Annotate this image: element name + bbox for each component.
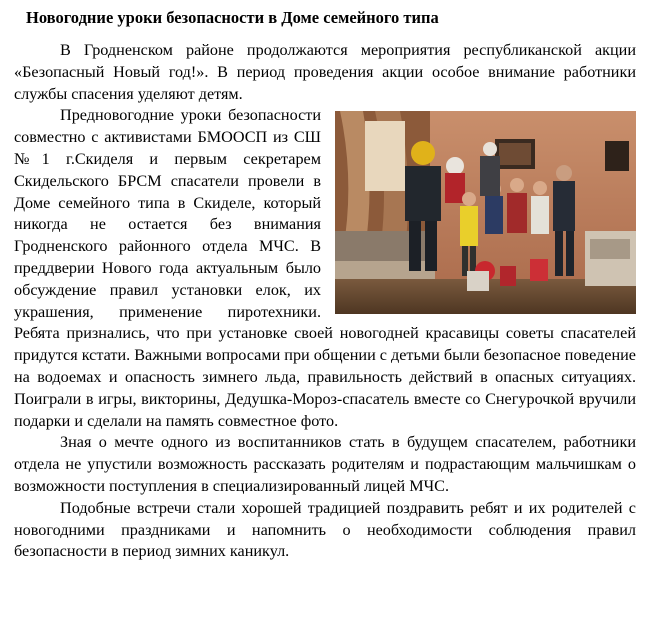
paragraph-conclusion: Подобные встречи стали хорошей традицией поздравить ребят и их родителей с новогодними праздниками и напомнить о необходимости соблюдения правил безопасности в период зимних каникул. [14, 498, 636, 561]
paragraph-lyceum: Зная о мечте одного из воспитанников стать в будущем спасателем, работники отдела не упустили возможность рассказать родителям и подрастающим мальчишкам о возможности поступления в специализированный лицей МЧС. [14, 433, 636, 495]
paragraph-intro: В Гродненском районе продолжаются мероприятия республиканской акции «Безопасный Новый год!». В период проведения акции особое внимание работники службы спасения уделяют детям. [14, 41, 636, 103]
paragraph-main: Предновогодние уроки безопасности совместно с активистами БМООСП из СШ №1 г.Скиделя и первым секретарем Скидельского БРСМ спасатели провели в Доме семейного типа в Скиделе, который никогда не остается без внимания Гродненского районного отдела МЧС. В преддверии Нового года актуальным было обсуждение правил установки елок, их украшения, применение пиротехники. Ребята признались, что при установке своей новогодней красавицы советы спасателей придутся кстати. Важными вопросами при общении с детьми были безопасное поведение на водоемах и опасность зимнего льда, правильность действий в опасных ситуациях. Поиграли в игры, викторины, Дедушка-Мороз-спасатель вместе со Снегурочкой вручили подарки и сделали на память совместное фото. [14, 106, 636, 430]
group-photo [335, 111, 636, 314]
article [14, 8, 636, 563]
article-title: Новогодние уроки безопасности в Доме семейного типа [26, 8, 439, 27]
